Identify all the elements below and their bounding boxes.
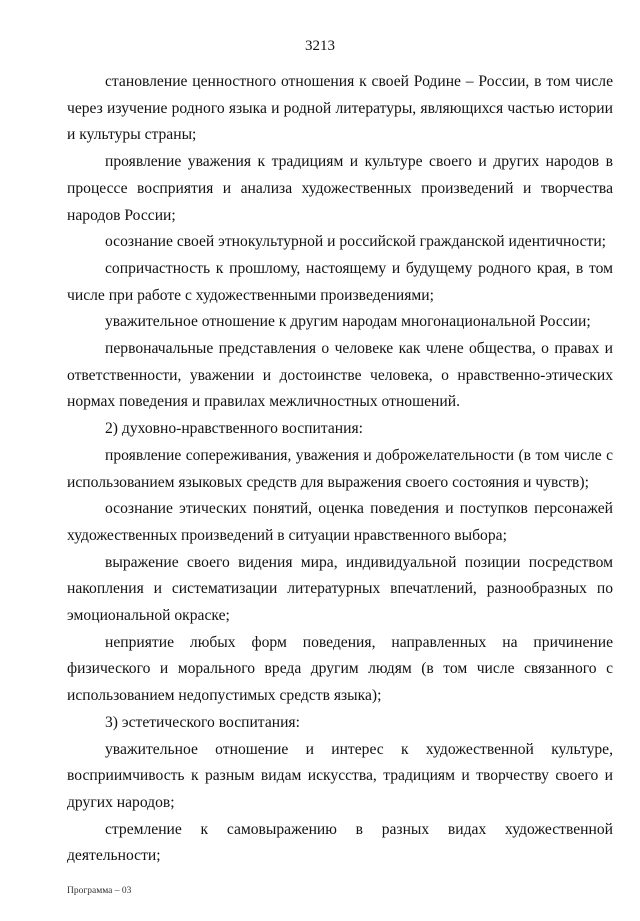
paragraph: уважительное отношение к другим народам многонациональной России; — [105, 313, 591, 331]
paragraph: стремление к самовыражению в разных видах художественной деятельности; — [67, 820, 613, 865]
paragraph: осознание своей этнокультурной и российской гражданской идентичности; — [105, 233, 607, 251]
paragraph: сопричастность к прошлому, настоящему и будущему родного края, в том числе при работе с художественными произведениями; — [67, 259, 613, 304]
page-number: 3213 — [305, 38, 335, 54]
paragraph: выражение своего видения мира, индивидуальной позиции посредством накопления и систематизации литературных впечатлений, разнообразных по эмоциональной окраске; — [67, 553, 613, 625]
paragraph: неприятие любых форм поведения, направленных на причинение физического и морального вреда другим людям (в том числе связанного с использованием недопустимых средств языка); — [67, 633, 613, 705]
footer-label: Программа – 03 — [67, 886, 132, 896]
paragraph: проявление уважения к традициям и культуре своего и других народов в процессе восприятия и анализа художественных произведений и творчества народов России; — [67, 153, 613, 224]
document-body — [67, 69, 613, 870]
paragraph: первоначальные представления о человеке как члене общества, о правах и ответственности, уважении и достоинстве человека, о нравственно-этических нормах поведения и правилах межличностных отношений. — [67, 340, 613, 411]
paragraph: становление ценностного отношения к своей Родине – России, в том числе через изучение родного языка и родной литературы, являющихся частью истории и культуры страны; — [67, 73, 613, 144]
paragraph: уважительное отношение и интерес к художественной культуре, восприимчивость к разным видам искусства, традициям и творчеству своего и других народов; — [67, 740, 613, 811]
section-heading: 3) эстетического воспитания: — [105, 713, 300, 731]
section-heading: 2) духовно-нравственного воспитания: — [105, 420, 363, 438]
paragraph: проявление сопереживания, уважения и доброжелательности (в том числе с использованием языковых средств для выражения своего состояния и чувств); — [67, 446, 613, 491]
paragraph: осознание этических понятий, оценка поведения и поступков персонажей художественных произведений в ситуации нравственного выбора; — [67, 500, 613, 544]
